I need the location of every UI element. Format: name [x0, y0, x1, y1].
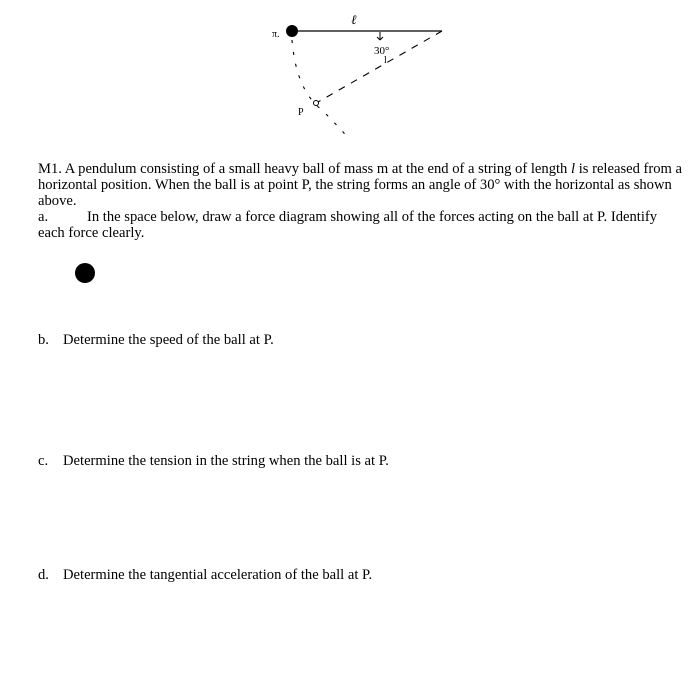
string-line [318, 31, 442, 102]
point-p-marker [314, 101, 319, 106]
length-label: ℓ [351, 12, 357, 27]
pivot-label: π. [272, 29, 280, 40]
part-d-text: Determine the tangential acceleration of the ball at P. [63, 567, 373, 583]
problem-text [38, 161, 683, 241]
part-b-text: Determine the speed of the ball at P. [63, 332, 274, 348]
part-a-label: a. [38, 209, 49, 225]
force-diagram-ball [75, 263, 95, 283]
part-b-label: b. [38, 332, 49, 348]
length-symbol: l [571, 161, 576, 177]
part-c-text: Determine the tension in the string when the ball is at P. [63, 453, 389, 469]
point-p-label: P [298, 107, 304, 118]
part-d [38, 567, 372, 583]
part-d-label: d. [38, 567, 49, 583]
pendulum-diagram [0, 0, 700, 160]
part-c-label: c. [38, 453, 49, 469]
part-a [38, 209, 683, 241]
part-c [38, 453, 389, 469]
statement-start: M1. A pendulum consisting of a small heavy ball of mass m at the end of a string of length [38, 161, 571, 177]
statement-end: is released from a horizontal position. When the ball is at point P, the string forms an angle of 30° with the horizontal as shown above. [38, 161, 683, 209]
part-a-text: In the space below, draw a force diagram showing all of the forces acting on the ball at P. Identify each force clearly. [38, 209, 658, 241]
string-label: l [384, 55, 387, 66]
problem-statement [38, 161, 683, 209]
angle-label: 30° [374, 45, 390, 57]
swing-arc [292, 40, 350, 140]
part-b [38, 332, 274, 348]
